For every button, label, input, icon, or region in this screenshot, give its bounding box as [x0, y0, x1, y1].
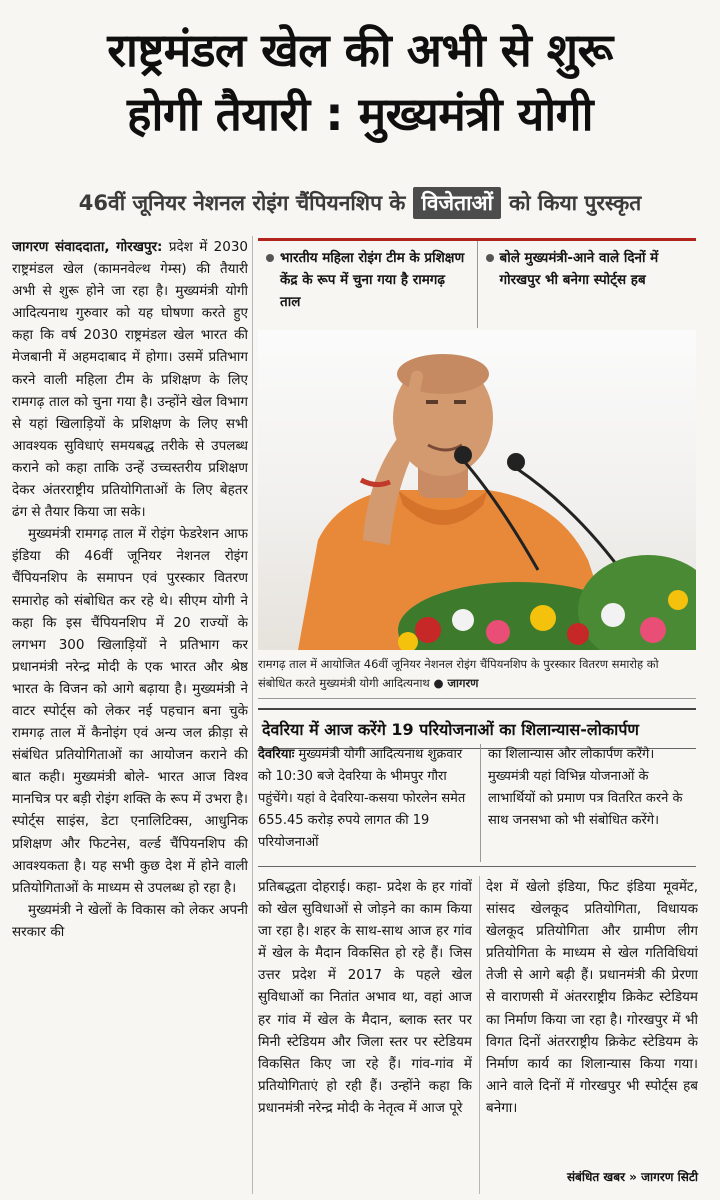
photo-caption-text: रामगढ़ ताल में आयोजित 46वीं जूनियर नेशनल रोइंग चैंपियनशिप के पुरस्कार वितरण समारोह को संबोधित करते मुख्यमंत्री योगी आदित्यनाथ — [258, 657, 659, 690]
flower — [486, 620, 510, 644]
highlight-text: बोले मुख्यमंत्री-आने वाले दिनों में गोरखपुर भी बनेगा स्पोर्ट्स हब — [499, 250, 659, 288]
headline-line-1: राष्ट्रमंडल खेल की अभी से शुरू — [107, 23, 613, 77]
column-divider — [252, 236, 253, 1194]
article-right-column: देश में खेलो इंडिया, फिट इंडिया मूवमेंट, सांसद खेलकूद प्रतियोगिता, विधायक खेलकूद प्रतियोगिता और ग्रामीण लीग प्रतियोगिता के माध्यम से खेल गतिविधियां तेजी से आगे बढ़ी हैं। प्रधानमंत्री की प्रेरणा से वाराणसी में अंतरराष्ट्रीय क्रिकेट स्टेडियम का निर्माण किया जा रहा है। गोरखपुर में भी विगत दिनों अंतरराष्ट्रीय क्रिकेट स्टेडियम के निर्माण कार्य का शिलान्यास किया गया। आने वाले दिनों में गोरखपुर भी स्पोर्ट्स हब बनेगा। — [486, 879, 698, 1116]
flower — [567, 623, 589, 645]
related-news-link[interactable]: संबंधित खबर » जागरण सिटी — [566, 1170, 698, 1184]
bullet-icon — [266, 254, 274, 262]
deoria-dateline: देवरियाः — [258, 747, 295, 762]
subheadline-before: 46वीं जूनियर नेशनल रोइंग चैंपियनशिप के — [78, 191, 406, 215]
article-paragraph-1 — [12, 236, 248, 523]
subheadline-after: को किया पुरस्कृत — [509, 191, 642, 215]
highlights-box — [258, 238, 696, 328]
eye-left — [426, 400, 438, 404]
highlight-text: भारतीय महिला रोइंग टीम के प्रशिक्षण केंद्र के रूप में चुना गया है रामगढ़ ताल — [280, 250, 465, 310]
news-photo — [258, 330, 696, 650]
article-paragraph-1-text: प्रदेश में 2030 राष्ट्रमंडल खेल (कामनवेल्थ गेम्स) की तैयारी अभी से शुरू होने जा रहा है। मुख्यमंत्री योगी आदित्यनाथ गुरुवार को यह घोषणा करते हुए कहा कि वर्ष 2030 राष्ट्रमंडल खेल भारत की मेजबानी में अहमदाबाद में होगा। उसमें प्रतिभाग करने वाली महिला टीम के प्रशिक्षण के लिए रामगढ़ ताल को चुना गया है। उन्होंने खेल विभाग से यहां खिलाड़ियों के प्रशिक्षण के लिए सभी आवश्यक सुविधाएं समयबद्ध तरीके से उपलब्ध कराने को कहा ताकि उन्हें उच्चस्तरीय प्रशिक्षण देकर अंतरराष्ट्रीय प्रतियोगिताओं के लिए बेहतर ढंग से तैयार किया जा सके। — [12, 239, 248, 521]
deoria-bottom-rule — [258, 866, 696, 867]
article-paragraph-3: मुख्यमंत्री ने खेलों के विकास को लेकर अपनी सरकार की — [12, 901, 248, 940]
headline-line-2: होगी तैयारी : मुख्यमंत्री योगी — [127, 87, 593, 141]
deoria-divider — [480, 744, 481, 862]
flower — [415, 617, 441, 643]
bullet-icon — [486, 254, 494, 262]
headline — [14, 18, 706, 146]
subheadline — [20, 178, 700, 228]
article-left-column — [12, 236, 248, 1194]
subheadline-highlight: विजेताओं — [413, 187, 501, 219]
column-divider — [479, 876, 480, 1194]
deoria-headline: देवरिया में आज करेंगे 19 परियोजनाओं का शिलान्यास-लोकार्पण — [258, 708, 696, 749]
deoria-text-left — [258, 744, 472, 854]
flower — [668, 590, 688, 610]
eye-right — [454, 400, 466, 404]
speaker-at-podium-illustration — [258, 330, 696, 650]
flower — [601, 603, 625, 627]
highlight-item — [477, 241, 697, 328]
byline: जागरण संवाददाता, गोरखपुर: — [12, 239, 163, 255]
flower — [530, 605, 556, 631]
flower — [640, 617, 666, 643]
highlight-item — [258, 241, 477, 328]
flower — [452, 609, 474, 631]
deoria-left-text: मुख्यमंत्री योगी आदित्यनाथ शुक्रवार को 10:30 बजे देवरिया के भीमपुर गौरा पहुंचेंगे। यहां वे देवरिया-कसया फोरलेन समेत 655.45 करोड़ रुपये लागत की 19 परियोजनाओं — [258, 747, 466, 850]
article-middle-column: प्रतिबद्धता दोहराई। कहा- प्रदेश के हर गांवों को खेल सुविधाओं से जोड़ने का काम किया जा रहा है। शहर के साथ-साथ आज हर गांव में खेल के मैदान विकसित हो रहे हैं। जिस उत्तर प्रदेश में 2017 के पहले खेल सुविधाओं का नितांत अभाव था, वहां आज हर गांव में खेल के मैदान, ब्लाक स्तर पर मिनी स्टेडियम और जिला स्तर पर स्टेडियम विकसित किए जा रहे हैं। गांव-गांव में प्रतियोगिताएं हो रही हैं। उन्होंने कहा कि प्रधानमंत्री नरेन्द्र मोदी के नेतृत्व में आज पूरे — [258, 879, 472, 1116]
photo-credit: ● जागरण — [433, 676, 479, 690]
deoria-text-right: का शिलान्यास और लोकार्पण करेंगे। मुख्यमंत्री यहां विभिन्न योजनाओं के लाभार्थियों को प्रमाण पत्र वितरित करने के साथ जनसभा को भी संबोधित करेंगे। — [488, 747, 683, 828]
photo-caption — [258, 655, 696, 699]
article-paragraph-2: मुख्यमंत्री रामगढ़ ताल में रोइंग फेडरेशन आफ इंडिया की 46वीं जूनियर नेशनल रोइंग चैंपियनशिप के समापन एवं पुरस्कार वितरण समारोह को संबोधित कर रहे थे। सीएम योगी ने कहा कि इस चैंपियनशिप में 20 राज्यों के लगभग 300 खिलाड़ियों ने प्रतिभाग कर प्रधानमंत्री नरेन्द्र मोदी के एक भारत और श्रेष्ठ भारत के विजन को आगे बढ़ाया है। मुख्यमंत्री ने वाटर स्पोर्ट्स को लेकर नई पहचान बना चुके रामगढ़ ताल में कैनोइंग एवं अन्य जल क्रीड़ा से संबंधित प्रतियोगिताओं का आयोजन कराने की बात कही। मुख्यमंत्री बोले- भारत आज विश्व मानचित्र पर बड़ी रोइंग शक्ति के रूप में उभरा है। स्पोर्ट्स साइंस, डेटा एनालिटिक्स, आधुनिक प्रशिक्षण और फिटनेस, वर्ल्ड चैंपियनशिप की आवश्यकता है। यह सभी कुछ देश में होने वाली प्रतियोगिताओं के माध्यम से उपलब्ध हो रहा है। — [12, 526, 248, 896]
